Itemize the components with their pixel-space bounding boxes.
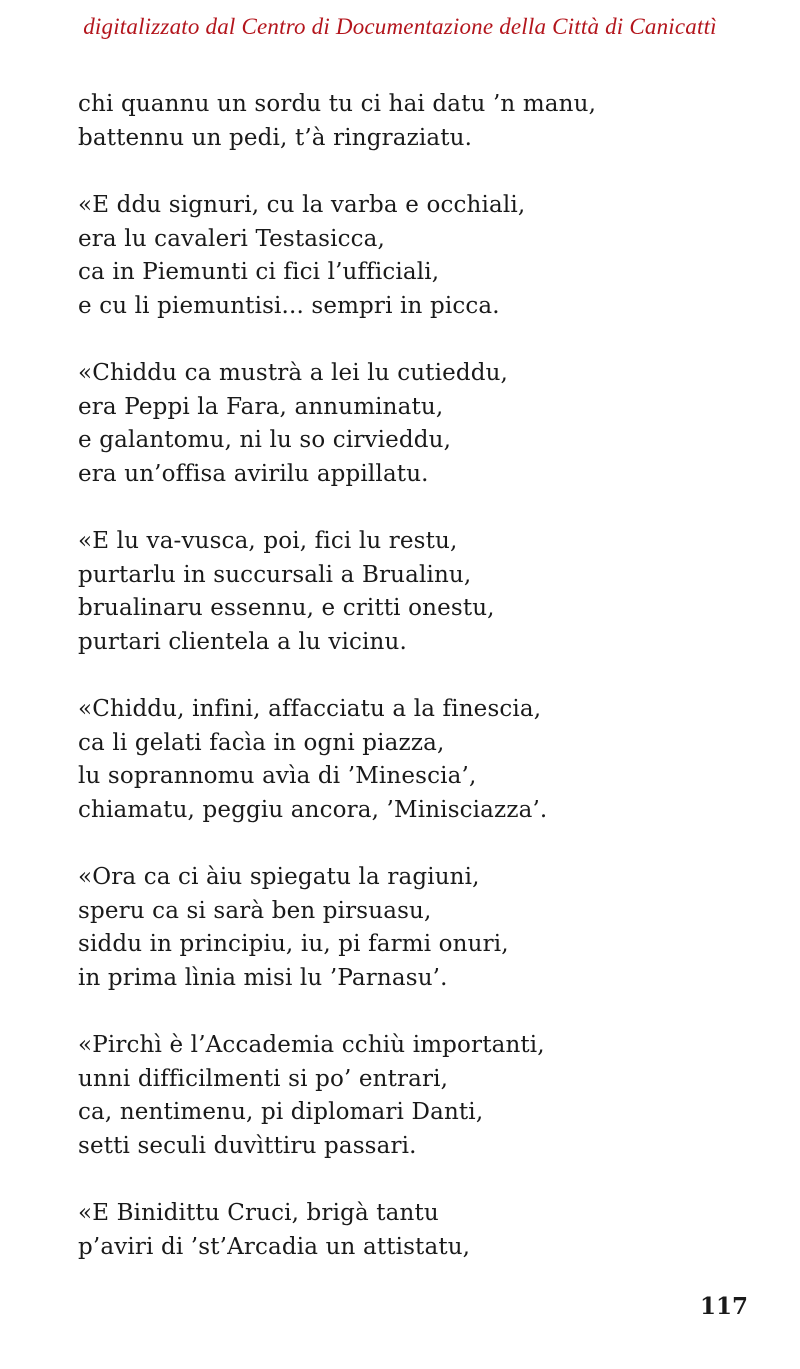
stanza-4 — [78, 525, 758, 659]
stanza-3 — [78, 357, 758, 491]
verse-line: ca li gelati facìa in ogni piazza, — [78, 729, 445, 756]
stanza-2 — [78, 189, 758, 323]
verse-line: battennu un pedi, t’à ringraziatu. — [78, 124, 473, 151]
verse-line: p’aviri di ’st’Arcadia un attistatu, — [78, 1233, 471, 1260]
verse-line: era un’offisa avirilu appillatu. — [78, 460, 429, 487]
verse-line: era Peppi la Fara, annuminatu, — [78, 393, 444, 420]
verse-line: purtari clientela a lu vicinu. — [78, 628, 407, 655]
verse-line: chi quannu un sordu tu ci hai datu ’n manu, — [78, 91, 597, 117]
verse-line: lu soprannomu avìa di ’Minescia’, — [78, 763, 477, 789]
verse-line: speru ca si sarà ben pirsuasu, — [78, 897, 432, 924]
stanza-7 — [78, 1029, 758, 1163]
poem-text — [78, 88, 758, 1298]
verse-line: in prima lìnia misi lu ’Parnasu’. — [78, 964, 448, 991]
verse-line: era lu cavaleri Testasicca, — [78, 225, 385, 252]
verse-line: brualinaru essennu, e critti onestu, — [78, 595, 495, 621]
stanza-1 — [78, 88, 758, 155]
verse-line: e galantomu, ni lu so cirvieddu, — [78, 427, 452, 453]
verse-line: siddu in principiu, iu, pi farmi onuri, — [78, 931, 509, 957]
verse-line: «Chiddu ca mustrà a lei lu cutieddu, — [78, 360, 509, 386]
watermark: digitalizzato dal Centro di Documentazione della Città di Canicattì — [83, 14, 717, 39]
verse-line: «E Binidittu Cruci, brigà tantu — [78, 1200, 439, 1226]
verse-line: unni difficilmenti si po’ entrari, — [78, 1065, 449, 1092]
verse-line: ca, nentimenu, pi diplomari Danti, — [78, 1099, 484, 1125]
verse-line: «Chiddu, infini, affacciatu a la finescia, — [78, 696, 542, 722]
verse-line: «E lu va-vusca, poi, fici lu restu, — [78, 528, 458, 554]
verse-line: «Ora ca ci àiu spiegatu la ragiuni, — [78, 864, 480, 890]
verse-line: «E ddu signuri, cu la varba e occhiali, — [78, 192, 526, 218]
stanza-8 — [78, 1197, 758, 1264]
verse-line: setti seculi duvìttiru passari. — [78, 1132, 417, 1159]
stanza-5 — [78, 693, 758, 827]
verse-line: ca in Piemunti ci fici l’ufficiali, — [78, 259, 440, 285]
verse-line: e cu li piemuntisi... sempri in picca. — [78, 292, 500, 319]
page-number: 117 — [700, 1293, 749, 1320]
verse-line: «Pirchì è l’Accademia cchiù importanti, — [78, 1032, 545, 1058]
verse-line: purtarlu in succursali a Brualinu, — [78, 561, 472, 588]
verse-line: chiamatu, peggiu ancora, ’Minisciazza’. — [78, 796, 548, 823]
stanza-6 — [78, 861, 758, 995]
